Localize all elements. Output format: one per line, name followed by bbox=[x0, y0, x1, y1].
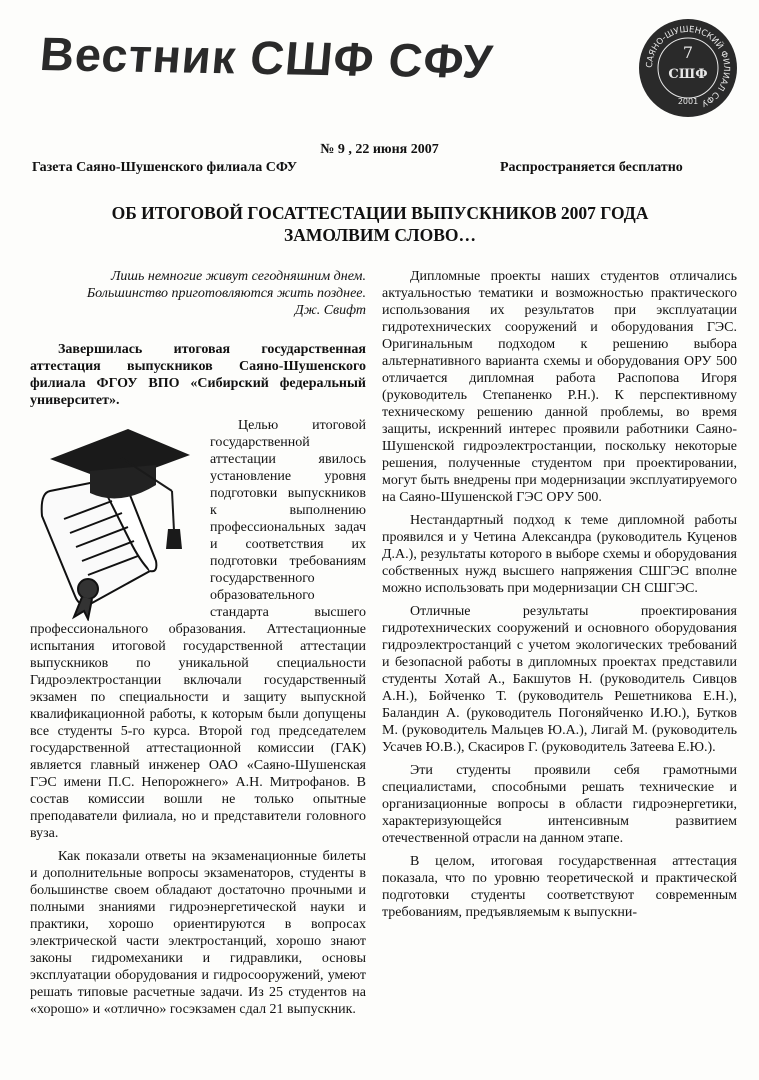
article-paragraph: Дипломные проекты наших студентов отличались актуальностью тематики и возможностью практического использования их результатов при эксплуатации гидротехнических сооружений и оборудования ГЭС. Оригинальным подходом к решению выбора альтернативного варианта схемы и оборудования ОРУ 500 отличается дипломная работа Распопова Игоря (руководитель Степаненко Р.Н.). К перспективному техническому решению данной проблемы, во время защиты, искренний интерес проявили работники Саяно-Шушенской гидроэлектростанции, поскольку некоторые решения, полученные студентом при проектировании, могут быть внедрены при модернизации эксплуатируемого на Саяно-Шушенской ГЭС ОРУ 500. bbox=[382, 269, 737, 505]
article-paragraph: Нестандартный подход к теме дипломной работы проявился и у Четина Александра (руководитель Куценов Д.А.), результаты которого в выборе схемы и оборудования собственных нужд высшего напряжения СШГЭС вполне можно использовать при модернизации СН СШГЭС. bbox=[382, 513, 737, 596]
article-paragraph: Эти студенты проявили себя грамотными специалистами, способными решать технические и организационные вопросы в области гидроэнергетики, характеризующейся интенсивным развитием отечественной отрасли на данном этапе. bbox=[382, 763, 737, 846]
graduation-cap-diploma-icon bbox=[30, 421, 202, 621]
right-column bbox=[382, 268, 737, 927]
headline-line-1: ОБ ИТОГОВОЙ ГОСАТТЕСТАЦИИ ВЫПУСКНИКОВ 2007 ГОДА bbox=[111, 203, 649, 223]
seal-ring-text: САЯНО-ШУШЕНСКИЙ ФИЛИАЛ СФУ bbox=[644, 24, 732, 109]
newspaper-masthead: Вестник СШФ СФУ bbox=[37, 27, 496, 88]
seal-year: 2001 bbox=[677, 97, 699, 106]
distribution-note: Распространяется бесплатно bbox=[500, 160, 683, 175]
article-headline bbox=[60, 202, 700, 246]
epigraph-line-1: Лишь немногие живут сегодняшним днем. bbox=[110, 269, 366, 284]
issue-line: № 9 , 22 июня 2007 bbox=[320, 142, 439, 157]
article-lead: Завершилась итоговая государственная аттестация выпускников Саяно-Шушенского филиала ФГОУ ВПО «Сибирский федеральный университет». bbox=[30, 342, 366, 408]
epigraph-line-2: Большинство приготовляются жить позднее. bbox=[86, 286, 366, 301]
seal-abbr: СШФ bbox=[668, 67, 708, 82]
university-seal-icon bbox=[638, 18, 738, 118]
article-paragraph: Целью итоговой государственной аттестации явилось установление уровня подготовки выпускников к выполнению профессиональных задач и соответствия их подготовки требованиям государственного образовательного стандарта высшего профессионального образования. Аттестационные испытания итоговой государственной аттестации выпускников по уникальной специальности Гидроэлектростанции включали государственный экзамен по специальности и защиту выпускной квалификационной работы, к которым были допущены все студенты 5-го курса. Второй год председателем государственной аттестационной комиссии (ГАК) является главный инженер ОАО «Саяно-Шушенская ГЭС имени П.С. Непорожнего» А.Н. Митрофанов. В состав комиссии вошли не только опытные преподаватели филиала, но и представители головного вуза. bbox=[30, 418, 366, 841]
headline-line-2: ЗАМОЛВИМ СЛОВО… bbox=[284, 225, 476, 245]
seal-number: 7 bbox=[682, 43, 694, 62]
article-paragraph: В целом, итоговая государственная аттестация показала, что по уровню теоретической и практической подготовки студенты соответствуют современным требованиям, предъявляемым к выпускни- bbox=[382, 854, 737, 920]
epigraph bbox=[30, 268, 366, 319]
epigraph-author: Дж. Свифт bbox=[294, 303, 366, 318]
article-paragraph: Как показали ответы на экзаменационные билеты и дополнительные вопросы экзаменаторов, студенты в большинстве своем обладают достаточно прочными и полными знаниями гидроэнергетической науки и практики, хорошо ориентируются в вопросах электрической части электростанций, хорошо знают законы гидромеханики и гидравлики, основы эксплуатации оборудования и гидросооружений, умеют решать типовые расчетные задачи. Из 25 студентов на «хорошо» и «отлично» госэкзамен сдал 21 выпускник. bbox=[30, 849, 366, 1017]
left-column bbox=[30, 268, 366, 1024]
article-paragraph: Отличные результаты проектирования гидротехнических сооружений и основного оборудования гидроэлектростанций с учетом экологических требований и безопасной работы в дипломных проектах представили студенты Хотай А., Бакшутов Н. (руководитель Сивцов А.Н.), Бойченко Т. (руководитель Решетникова Е.Н.), Баландин А. (руководитель Погоняйченко И.Ю.), Бутков М. (руководитель Мальцев Ю.А.), Лигай М. (руководитель Усачев Ю.В.), Скасиров Г. (руководитель Затеева Е.Ю.). bbox=[382, 604, 737, 755]
newspaper-subtitle: Газета Саяно-Шушенского филиала СФУ bbox=[32, 160, 298, 175]
